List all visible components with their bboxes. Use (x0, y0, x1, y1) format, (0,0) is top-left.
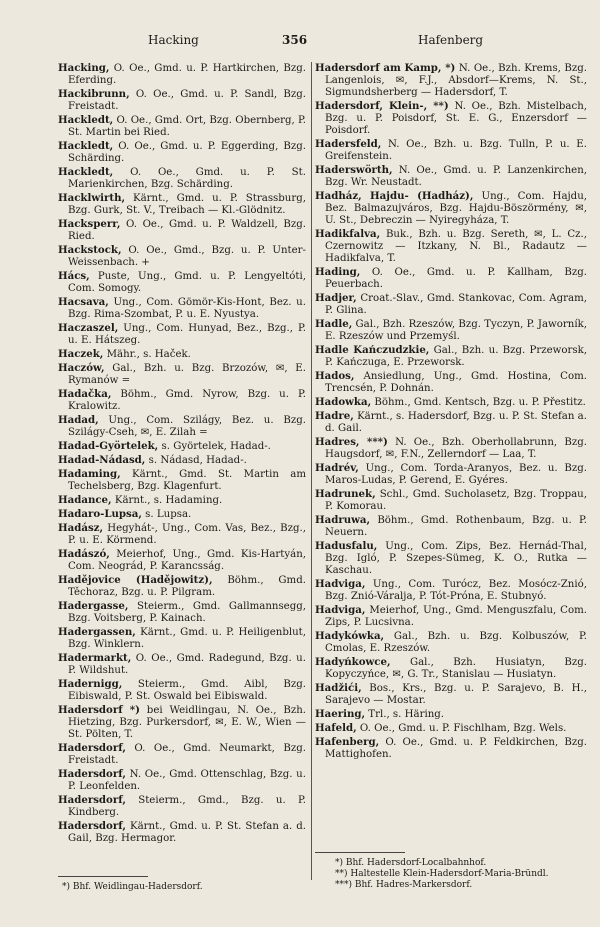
entry-headword: Hadowka, (315, 396, 372, 408)
entry-text: Gal., Bzh. u. Bzg. Kolbuszów, P. Cmolas, E. Rzeszów. (325, 631, 587, 654)
entry-headword: Hács, (58, 270, 90, 282)
entry-text: Ung., Com. Turócz, Bez. Mosócz-Znió, Bzg. Znió-Váralja, P. Tót-Próna, E. Stubnyó. (325, 579, 587, 602)
gazetteer-entry (58, 440, 306, 453)
entry-headword: Hadžići, (315, 682, 362, 694)
entry-headword: Hados, (315, 370, 355, 382)
entry-headword: Hadaming, (58, 468, 121, 480)
footnote-divider-left (58, 876, 148, 877)
gazetteer-entry (58, 114, 306, 139)
entry-headword: Hadergassen, (58, 626, 136, 638)
gazetteer-entry (315, 62, 587, 99)
entry-headword: Hadersdorf *) (58, 704, 140, 716)
gazetteer-entry (58, 62, 306, 87)
entry-headword: Hadějovice (Hadějowitz), (58, 574, 213, 586)
entry-headword: Hacklwirth, (58, 192, 126, 204)
entry-headword: Hadersdorf, (58, 794, 126, 806)
gazetteer-entry (315, 100, 587, 137)
entry-text: Gal., Bzh. Rzeszów, Bzg. Tyczyn, P. Jaworník, E. Rzeszów und Przemyśl. (325, 319, 588, 342)
gazetteer-entry (58, 574, 306, 599)
entry-text: N. Oe., Bzh. Krems, Bzg. Langenlois, ✉, F.J., Absdorf—Krems, N. St., Sigmundsherberg — Hadersdorf, T. (325, 63, 587, 98)
entry-headword: Hadykówka, (315, 630, 385, 642)
entry-text: Kärnt., Gmd. u. P. St. Stefan a. d. Gail, Bzg. Hermagor. (68, 821, 306, 844)
entry-text: Ung., Com. Gömör-Kis-Hont, Bez. u. Bzg. Rima-Szombat, P. u. E. Nyustya. (68, 297, 306, 320)
entry-text: bei Weidlingau, N. Oe., Bzh. Hietzing, Bzg. Purkersdorf, ✉, E. W., Wien — St. Pölten, T. (68, 705, 306, 740)
entry-headword: Hadergasse, (58, 600, 129, 612)
entry-headword: Hadersdorf, Klein-, **) (315, 100, 449, 112)
gazetteer-entry (315, 138, 587, 163)
entry-headword: Hadyńkowce, (315, 656, 391, 668)
entry-headword: Hacksperr, (58, 218, 121, 230)
entry-headword: Haering, (315, 708, 366, 720)
entry-text: O. Oe., Gmd. u. P. Fischlham, Bzg. Wels. (359, 723, 567, 734)
entry-headword: Hacking, (58, 62, 110, 74)
entry-headword: Hadviga, (315, 604, 366, 616)
footnote: **) Haltestelle Klein-Hadersdorf-Maria-Bründl. (335, 869, 549, 879)
entry-headword: Hadad-Györtelek, (58, 440, 159, 452)
entry-headword: Hadász, (58, 522, 104, 534)
gazetteer-entry (315, 540, 587, 577)
left-column (58, 62, 306, 846)
entry-headword: Hackledt, (58, 140, 114, 152)
entry-text: Gal., Bzh. u. Bzg. Przeworsk, P. Kańczuga, E. Przeworsk. (325, 345, 587, 368)
entry-text: N. Oe., Bzh. Oberhollabrunn, Bzg. Haugsdorf, ✉, F.N., Zellerndorf — Laa, T. (325, 437, 587, 460)
gazetteer-entry (315, 228, 587, 265)
entry-text: s. Nádasd, Hadad-. (148, 455, 247, 466)
entry-headword: Hafeld, (315, 722, 357, 734)
entry-text: s. Györtelek, Hadad-. (161, 441, 271, 452)
entry-headword: Hadersfeld, (315, 138, 382, 150)
footnote-divider-right (315, 852, 405, 853)
header-last-entry: Hafenberg (418, 33, 484, 47)
entry-text: Böhm., Gmd. Rothenbaum, Bzg. u. P. Neuern. (325, 515, 587, 538)
entry-text: Ung., Com. Torda-Aranyos, Bez. u. Bzg. Maros-Ludas, P. Gerend, E. Gyéres. (325, 463, 587, 486)
gazetteer-entry (58, 652, 306, 677)
entry-text: O. Oe., Gmd. u. P. Waldzell, Bzg. Ried. (68, 219, 306, 242)
footnotes-left (62, 882, 203, 893)
gazetteer-entry (58, 454, 306, 467)
footnote: *) Bhf. Hadersdorf-Localbahnhof. (335, 858, 487, 868)
entry-headword: Hadle Kańczudzkie, (315, 344, 430, 356)
entry-text: Trl., s. Häring. (368, 709, 445, 720)
entry-text: s. Lupsa. (145, 509, 192, 520)
entry-headword: Hacsava, (58, 296, 109, 308)
entry-text: Ung., Com. Szilágy, Bez. u. Bzg. Szilágy-Cseh, ✉, E. Zilah = (68, 415, 306, 438)
entry-text: Puste, Ung., Gmd. u. P. Lengyeltóti, Com. Somogy. (68, 271, 306, 294)
entry-headword: Hadre, (315, 410, 354, 422)
entry-headword: Haczaszel, (58, 322, 119, 334)
entry-text: Schl., Gmd. Sucholasetz, Bzg. Troppau, P. Komorau. (325, 489, 587, 512)
entry-text: Croat.-Slav., Gmd. Stankovac, Com. Agram, P. Glina. (325, 293, 587, 316)
entry-text: O. Oe., Gmd., Bzg. u. P. Unter-Weissenbach. + (68, 245, 306, 268)
entry-text: Ung., Com. Hajdu, Bez. Balmazujváros, Bzg. Hajdu-Böszörmény, ✉, U. St., Debreczin — Nyiregyháza, T. (325, 191, 587, 226)
entry-text: Gal., Bzh. u. Bzg. Brzozów, ✉, E. Rymanów = (68, 363, 306, 386)
gazetteer-entry (58, 742, 306, 767)
gazetteer-entry (315, 318, 587, 343)
entry-text: Kärnt., s. Hadaming. (114, 495, 223, 506)
entry-headword: Hadház, Hajdu- (Hadház), (315, 190, 474, 202)
entry-text: Bos., Krs., Bzg. u. P. Sarajevo, B. H., Sarajevo — Mostar. (325, 683, 588, 706)
entry-text: N. Oe., Gmd. u. P. Lanzenkirchen, Bzg. Wr. Neustadt. (325, 165, 587, 188)
gazetteer-entry (58, 414, 306, 439)
gazetteer-entry (58, 794, 306, 819)
gazetteer-entry (315, 190, 587, 227)
gazetteer-entry (315, 344, 587, 369)
gazetteer-entry (58, 820, 306, 845)
entry-text: Steierm., Gmd. Aibl, Bzg. Eibiswald, P. St. Oswald bei Eibiswald. (68, 679, 306, 702)
entry-text: O. Oe., Gmd. Radegund, Bzg. u. P. Wildshut. (68, 653, 306, 676)
entry-text: N. Oe., Bzh. Mistelbach, Bzg. u. P. Poisdorf, St. E. G., Enzersdorf — Poisdorf. (325, 101, 587, 136)
gazetteer-entry (315, 656, 587, 681)
footnote: ***) Bhf. Hadres-Markersdorf. (335, 880, 473, 890)
gazetteer-entry (58, 322, 306, 347)
entry-headword: Hackledt, (58, 114, 114, 126)
column-divider (311, 62, 312, 880)
entry-text: Böhm., Gmd. Kentsch, Bzg. u. P. Přestitz. (374, 397, 586, 408)
entry-headword: Hadres, ***) (315, 436, 388, 448)
gazetteer-entry (58, 468, 306, 493)
gazetteer-entry (315, 578, 587, 603)
entry-headword: Haczek, (58, 348, 104, 360)
header-first-entry: Hacking (148, 33, 199, 47)
entry-headword: Hadaro-Lupsa, (58, 508, 142, 520)
entry-text: Meierhof, Ung., Gmd. Menguszfalu, Com. Zips, P. Lucsivna. (325, 605, 587, 628)
entry-headword: Hadermarkt, (58, 652, 132, 664)
gazetteer-entry (58, 296, 306, 321)
entry-text: N. Oe., Gmd. Ottenschlag, Bzg. u. P. Leonfelden. (68, 769, 306, 792)
gazetteer-entry (58, 626, 306, 651)
footnotes-right (335, 858, 595, 891)
gazetteer-entry (58, 270, 306, 295)
entry-headword: Hadusfalu, (315, 540, 378, 552)
entry-headword: Haderswörth, (315, 164, 393, 176)
right-column (315, 62, 587, 762)
entry-headword: Hadersdorf am Kamp, *) (315, 62, 456, 74)
gazetteer-entry (315, 736, 587, 761)
entry-text: Kärnt., Gmd. St. Martin am Techelsberg, Bzg. Klagenfurt. (68, 469, 307, 492)
entry-text: Steierm., Gmd., Bzg. u. P. Kindberg. (68, 795, 306, 818)
entry-headword: Hading, (315, 266, 361, 278)
entry-headword: Hadászó, (58, 548, 110, 560)
gazetteer-entry (315, 396, 587, 409)
entry-text: O. Oe., Gmd. u. P. Kallham, Bzg. Peuerbach. (325, 267, 587, 290)
gazetteer-entry (315, 488, 587, 513)
gazetteer-entry (58, 166, 306, 191)
gazetteer-entry (315, 410, 587, 435)
gazetteer-entry (58, 192, 306, 217)
gazetteer-entry (58, 348, 306, 361)
gazetteer-entry (58, 244, 306, 269)
entry-headword: Haczów, (58, 362, 105, 374)
gazetteer-entry (58, 678, 306, 703)
gazetteer-entry (315, 292, 587, 317)
gazetteer-entry (315, 436, 587, 461)
gazetteer-entry (315, 514, 587, 539)
entry-text: Böhm., Gmd. Těchoraz, Bzg. u. P. Pilgram. (68, 575, 306, 598)
entry-headword: Hackstock, (58, 244, 122, 256)
gazetteer-entry (58, 704, 306, 741)
gazetteer-entry (58, 548, 306, 573)
gazetteer-entry (58, 508, 306, 521)
gazetteer-entry (315, 708, 587, 721)
entry-headword: Hadance, (58, 494, 112, 506)
entry-text: Böhm., Gmd. Nyrow, Bzg. u. P. Kralowitz. (68, 389, 306, 412)
footnote: *) Bhf. Weidlingau-Hadersdorf. (62, 882, 203, 892)
page-number: 356 (282, 33, 308, 47)
entry-text: N. Oe., Bzh. u. Bzg. Tulln, P. u. E. Greifenstein. (325, 139, 587, 162)
entry-text: Gal., Bzh. Husiatyn, Bzg. Kopyczyńce, ✉, G. Tr., Stanislau — Husiatyn. (325, 657, 587, 680)
entry-text: Kärnt., Gmd. u. P. Strassburg, Bzg. Gurk, St. V., Treibach — Kl.-Glödnitz. (68, 193, 306, 216)
gazetteer-entry (315, 370, 587, 395)
entry-text: Ansiedlung, Ung., Gmd. Hostina, Com. Trencsén, P. Dohnán. (325, 371, 587, 394)
running-header (0, 33, 600, 51)
entry-text: Buk., Bzh. u. Bzg. Sereth, ✉, L. Cz., Czernowitz — Itzkany, N. Bl., Radautz — Hadikfalva, T. (325, 229, 587, 264)
entry-text: O. Oe., Gmd. u. P. Sandl, Bzg. Freistadt. (68, 89, 306, 112)
entry-text: Ung., Com. Zips, Bez. Hernád-Thal, Bzg. Igló, P. Szepes-Sümeg, K. O., Rutka — Kaschau. (325, 541, 587, 576)
gazetteer-entry (315, 164, 587, 189)
gazetteer-entry (315, 630, 587, 655)
entry-headword: Hadrév, (315, 462, 359, 474)
entry-text: Hegyhát-, Ung., Com. Vas, Bez., Bzg., P. u. E. Körmend. (68, 523, 306, 546)
entry-text: Steierm., Gmd. Gallmannsegg, Bzg. Voitsberg, P. Kainach. (68, 601, 306, 624)
entry-headword: Hafenberg, (315, 736, 380, 748)
gazetteer-entry (58, 218, 306, 243)
gazetteer-entry (315, 722, 587, 735)
entry-headword: Hadersdorf, (58, 742, 126, 754)
gazetteer-entry (58, 362, 306, 387)
entry-text: Mähr., s. Haček. (106, 349, 191, 360)
entry-headword: Hadle, (315, 318, 353, 330)
entry-headword: Hadikfalva, (315, 228, 381, 240)
gazetteer-entry (58, 522, 306, 547)
entry-headword: Hadad, (58, 414, 99, 426)
entry-headword: Hadviga, (315, 578, 366, 590)
gazetteer-entry (315, 462, 587, 487)
entry-text: O. Oe., Gmd. u. P. Feldkirchen, Bzg. Mattighofen. (325, 737, 587, 760)
gazetteer-entry (58, 388, 306, 413)
entry-text: O. Oe., Gmd. Ort, Bzg. Obernberg, P. St. Martin bei Ried. (68, 115, 307, 138)
gazetteer-entry (58, 88, 306, 113)
gazetteer-entry (315, 266, 587, 291)
entry-text: O. Oe., Gmd. u. P. Hartkirchen, Bzg. Eferding. (68, 63, 306, 86)
gazetteer-entry (58, 140, 306, 165)
entry-headword: Hackibrunn, (58, 88, 130, 100)
entry-text: Meierhof, Ung., Gmd. Kis-Hartyán, Com. Neográd, P. Karancsság. (68, 549, 306, 572)
entry-text: Kärnt., Gmd. u. P. Heiligenblut, Bzg. Winklern. (68, 627, 306, 650)
gazetteer-entry (315, 604, 587, 629)
entry-text: O. Oe., Gmd. u. P. St. Marienkirchen, Bzg. Schärding. (68, 167, 306, 190)
gazetteer-entry (315, 682, 587, 707)
entry-headword: Hadrunek, (315, 488, 376, 500)
entry-headword: Hadruwa, (315, 514, 371, 526)
entry-headword: Hadjer, (315, 292, 357, 304)
gazetteer-entry (58, 494, 306, 507)
entry-headword: Hadersdorf, (58, 820, 126, 832)
gazetteer-entry (58, 768, 306, 793)
entry-text: Kärnt., s. Hadersdorf, Bzg. u. P. St. Stefan a. d. Gail. (325, 411, 587, 434)
entry-text: Ung., Com. Hunyad, Bez., Bzg., P. u. E. Hátszeg. (68, 323, 306, 346)
gazetteer-entry (58, 600, 306, 625)
entry-headword: Hackledt, (58, 166, 114, 178)
entry-headword: Hadad-Nádasd, (58, 454, 146, 466)
entry-text: O. Oe., Gmd. Neumarkt, Bzg. Freistadt. (68, 743, 306, 766)
entry-headword: Hadernigg, (58, 678, 123, 690)
entry-headword: Hadersdorf, (58, 768, 126, 780)
entry-text: O. Oe., Gmd. u. P. Eggerding, Bzg. Schärding. (68, 141, 306, 164)
entry-headword: Hadačka, (58, 388, 112, 400)
